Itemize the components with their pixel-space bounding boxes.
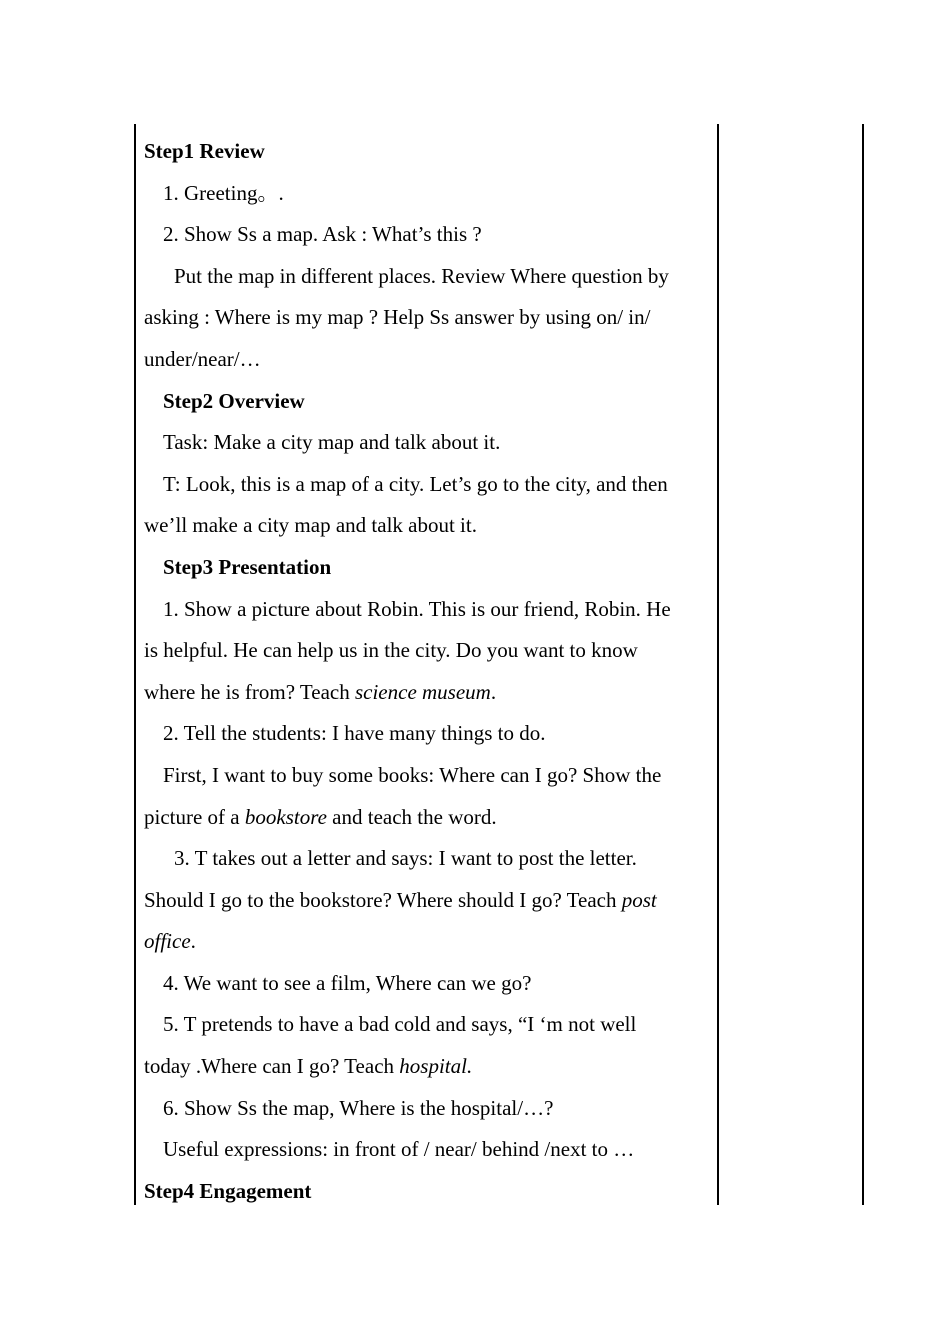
- text-run: .: [190, 929, 196, 954]
- text-run: .: [490, 679, 497, 704]
- text-run: today .Where can I go? Teach: [144, 1054, 400, 1079]
- text-line: 2. Tell the students: I have many things to do.: [163, 721, 546, 746]
- text-line: 1. Greeting。.: [163, 180, 284, 205]
- step3-heading: Step3 Presentation: [163, 554, 332, 579]
- text-line: [144, 672, 714, 714]
- term-post: post: [621, 887, 657, 912]
- text-line: 6. Show Ss the map, Where is the hospital/…?: [163, 1095, 554, 1120]
- text-line: Put the map in different places. Review Where question by: [174, 263, 669, 288]
- text-line: 1. Show a picture about Robin. This is our friend, Robin. He: [163, 596, 671, 621]
- text-line: [144, 797, 714, 839]
- table-border-left: [134, 124, 136, 1205]
- text-line: we’ll make a city map and talk about it.: [144, 513, 477, 538]
- text-line: 5. T pretends to have a bad cold and says, “I ‘m not well: [163, 1012, 637, 1037]
- step1-heading: Step1 Review: [144, 139, 265, 163]
- text-line: Task: Make a city map and talk about it.: [163, 430, 501, 455]
- lesson-steps-cell: [144, 131, 714, 1212]
- text-line: is helpful. He can help us in the city. Do you want to know: [144, 638, 638, 663]
- text-line: [144, 880, 714, 922]
- text-line: 2. Show Ss a map. Ask : What’s this ?: [163, 222, 482, 247]
- text-run: and teach the word.: [326, 804, 497, 829]
- table-border-middle: [717, 124, 719, 1205]
- term-science-museum: science museum: [354, 679, 491, 704]
- term-office: office: [144, 929, 191, 954]
- text-line: asking : Where is my map ? Help Ss answer by using on/ in/: [144, 305, 651, 330]
- text-line: 3. T takes out a letter and says: I want to post the letter.: [174, 846, 637, 871]
- step2-heading: Step2 Overview: [163, 388, 305, 413]
- text-line: [144, 1046, 714, 1088]
- text-line: under/near/…: [144, 346, 261, 371]
- term-hospital: hospital.: [399, 1054, 473, 1079]
- term-bookstore: bookstore: [244, 804, 327, 829]
- text-run: where he is from? Teach: [144, 679, 355, 704]
- step4-heading: Step4 Engagement: [144, 1178, 312, 1203]
- table-border-right: [862, 124, 864, 1205]
- text-line: Useful expressions: in front of / near/ behind /next to …: [163, 1137, 635, 1162]
- text-run: Should I go to the bookstore? Where should I go? Teach: [144, 887, 622, 912]
- text-line: T: Look, this is a map of a city. Let’s go to the city, and then: [163, 471, 668, 496]
- text-line: [144, 921, 714, 963]
- text-line: First, I want to buy some books: Where can I go? Show the: [163, 762, 662, 787]
- text-line: 4. We want to see a film, Where can we go?: [163, 970, 532, 995]
- text-run: picture of a: [144, 804, 245, 829]
